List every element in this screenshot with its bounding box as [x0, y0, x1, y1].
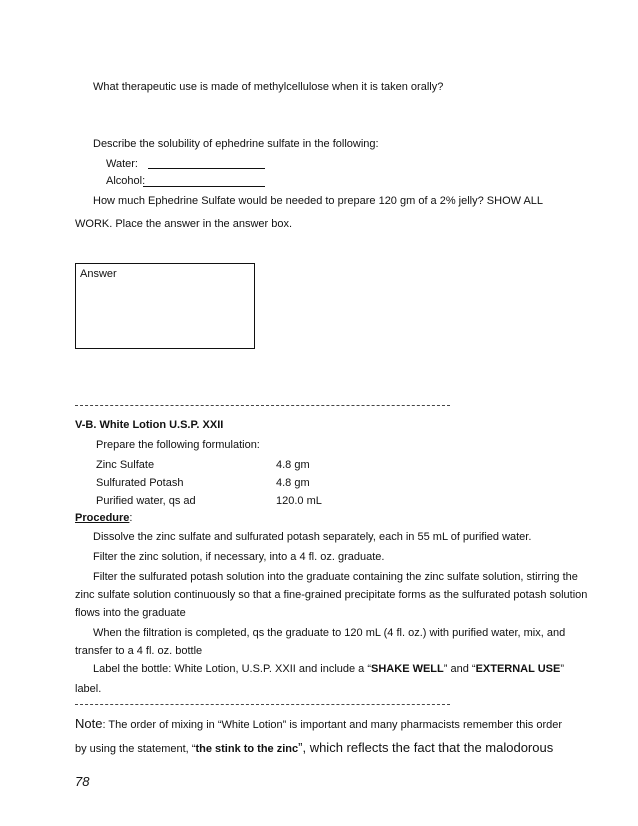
note-mnemonic: the stink to the zinc — [195, 743, 299, 755]
note-text-2-prefix: by using the statement, “ — [75, 743, 196, 755]
note-text-1: : The order of mixing in “White Lotion” is important and many pharmacists remember this order — [102, 719, 563, 731]
step5-middle: ” and “ — [443, 663, 476, 675]
note-line1 — [75, 717, 562, 732]
alcohol-label: Alcohol: — [106, 175, 146, 187]
section-title: V-B. White Lotion U.S.P. XXII — [75, 419, 224, 431]
ingredient-name: Purified water, qs ad — [96, 495, 196, 507]
answer-box-label: Answer — [80, 268, 117, 280]
step5-prefix: Label the bottle: White Lotion, U.S.P. XXII and include a “ — [93, 663, 372, 675]
procedure-step-4-line2: transfer to a 4 fl. oz. bottle — [75, 645, 203, 657]
ingredient-amount: 4.8 gm — [276, 459, 310, 471]
question-methylcellulose: What therapeutic use is made of methylcellulose when it is taken orally? — [93, 81, 444, 93]
procedure-step-2: Filter the zinc solution, if necessary, into a 4 fl. oz. graduate. — [93, 551, 385, 563]
procedure-step-3-line2: zinc sulfate solution continuously so that a fine-grained precipitate forms as the sulfurated potash solution — [75, 589, 588, 601]
question-ephedrine-line1: How much Ephedrine Sulfate would be needed to prepare 120 gm of a 2% jelly? SHOW ALL — [93, 195, 544, 207]
note-text-2-suffix: ”, which reflects the fact that the malodorous — [298, 740, 554, 755]
note-line2 — [75, 741, 553, 756]
step5-suffix: ” — [560, 663, 564, 675]
water-answer-line — [148, 168, 265, 169]
question-ephedrine-line2: WORK. Place the answer in the answer box. — [75, 218, 293, 230]
ingredient-amount: 4.8 gm — [276, 477, 310, 489]
procedure-label: Procedure — [75, 512, 130, 524]
note-label: Note — [75, 716, 103, 731]
procedure-colon: : — [129, 512, 133, 524]
section-divider-bottom — [75, 704, 450, 705]
procedure-step-3-line3: flows into the graduate — [75, 607, 186, 619]
procedure-step-5-line2: label. — [75, 683, 102, 695]
water-label: Water: — [106, 158, 138, 170]
alcohol-answer-line — [143, 186, 265, 187]
answer-box — [75, 263, 255, 349]
ingredient-amount: 120.0 mL — [276, 495, 322, 507]
ingredient-name: Zinc Sulfate — [96, 459, 155, 471]
shake-well-label: SHAKE WELL — [371, 663, 444, 675]
question-solubility: Describe the solubility of ephedrine sulfate in the following: — [93, 138, 379, 150]
external-use-label: EXTERNAL USE — [475, 663, 561, 675]
procedure-step-3-line1: Filter the sulfurated potash solution into the graduate containing the zinc sulfate solution, stirring the — [93, 571, 578, 583]
prepare-instruction: Prepare the following formulation: — [96, 439, 260, 451]
procedure-heading — [75, 511, 132, 525]
section-divider-top — [75, 405, 450, 406]
ingredient-name: Sulfurated Potash — [96, 477, 184, 489]
page-number: 78 — [75, 774, 90, 789]
procedure-step-1: Dissolve the zinc sulfate and sulfurated potash separately, each in 55 mL of purified water. — [93, 531, 532, 543]
procedure-step-5-line1 — [93, 662, 564, 676]
procedure-step-4-line1: When the filtration is completed, qs the graduate to 120 mL (4 fl. oz.) with purified water, mix, and — [93, 627, 566, 639]
